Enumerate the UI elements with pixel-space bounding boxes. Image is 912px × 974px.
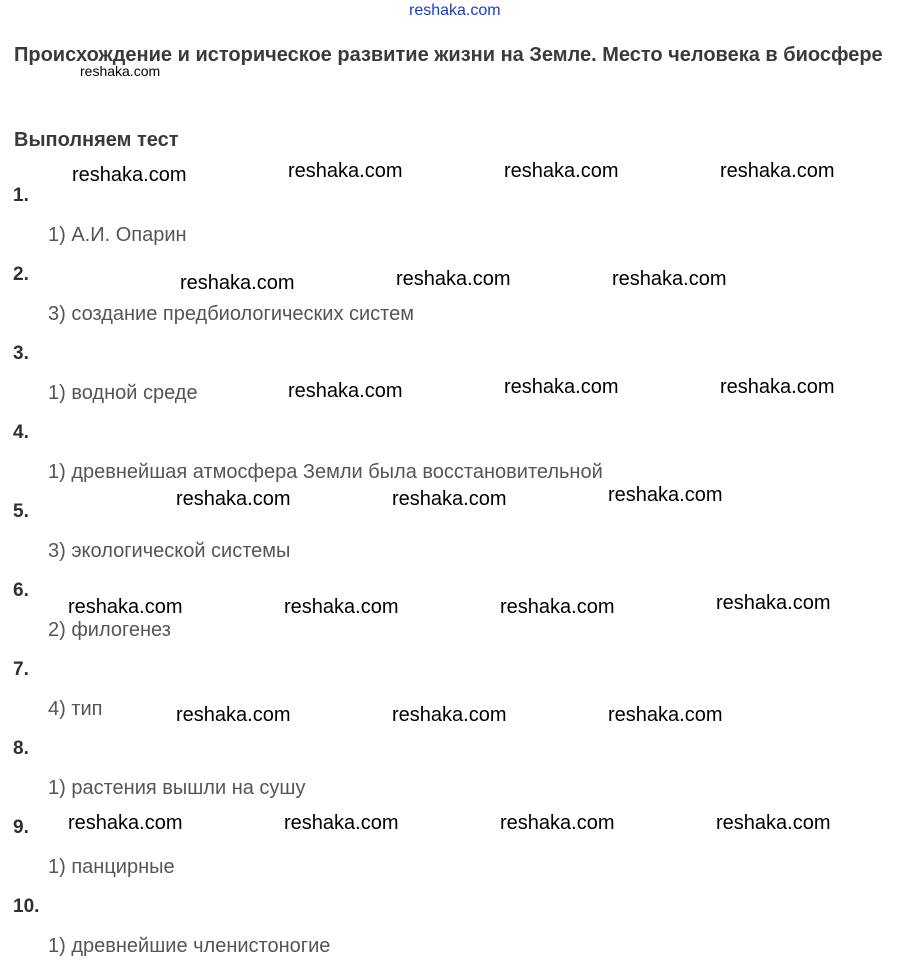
question-answer: 1) растения вышли на сушу [48,777,306,799]
watermark: reshaka.com [176,488,291,510]
watermark: reshaka.com [180,272,295,294]
watermark: reshaka.com [500,596,615,618]
watermark: reshaka.com [720,376,835,398]
watermark: reshaka.com [716,812,831,834]
watermark: reshaka.com [288,160,403,182]
watermark: reshaka.com [504,160,619,182]
question-answer: 3) создание предбиологических систем [48,303,414,325]
watermark: reshaka.com [68,812,183,834]
question-number: 5. [13,501,29,522]
question-answer: 1) панцирные [48,856,175,878]
question-number: 7. [13,659,29,680]
question-number: 4. [13,422,29,443]
question-answer: 1) водной среде [48,382,198,404]
site-link[interactable]: reshaka.com [409,2,501,19]
watermark: reshaka.com [612,268,727,290]
page-title: Происхождение и историческое развитие жизни на Земле. Место человека в биосфере [14,44,883,66]
question-answer: 4) тип [48,698,103,720]
watermark: reshaka.com [608,704,723,726]
watermark: reshaka.com [392,704,507,726]
watermark: reshaka.com [284,596,399,618]
question-number: 10. [13,896,40,917]
question-number: 6. [13,580,29,601]
question-answer: 3) экологической системы [48,540,291,562]
watermark: reshaka.com [500,812,615,834]
watermark: reshaka.com [80,63,161,79]
question-number: 3. [13,343,29,364]
watermark: reshaka.com [284,812,399,834]
question-answer: 1) А.И. Опарин [48,224,187,246]
question-answer: 1) древнейшая атмосфера Земли была восстановительной [48,461,603,483]
watermark: reshaka.com [504,376,619,398]
watermark: reshaka.com [720,160,835,182]
question-number: 2. [13,264,29,285]
watermark: reshaka.com [72,164,187,186]
question-answer: 2) филогенез [48,619,171,641]
question-number: 9. [13,817,29,838]
watermark: reshaka.com [392,488,507,510]
watermark: reshaka.com [68,596,183,618]
question-number: 8. [13,738,29,759]
watermark: reshaka.com [396,268,511,290]
watermark: reshaka.com [716,592,831,614]
question-answer: 1) древнейшие членистоногие [48,935,331,957]
watermark: reshaka.com [176,704,291,726]
watermark: reshaka.com [608,484,723,506]
question-number: 1. [13,185,29,206]
watermark: reshaka.com [288,380,403,402]
section-heading: Выполняем тест [14,129,179,151]
